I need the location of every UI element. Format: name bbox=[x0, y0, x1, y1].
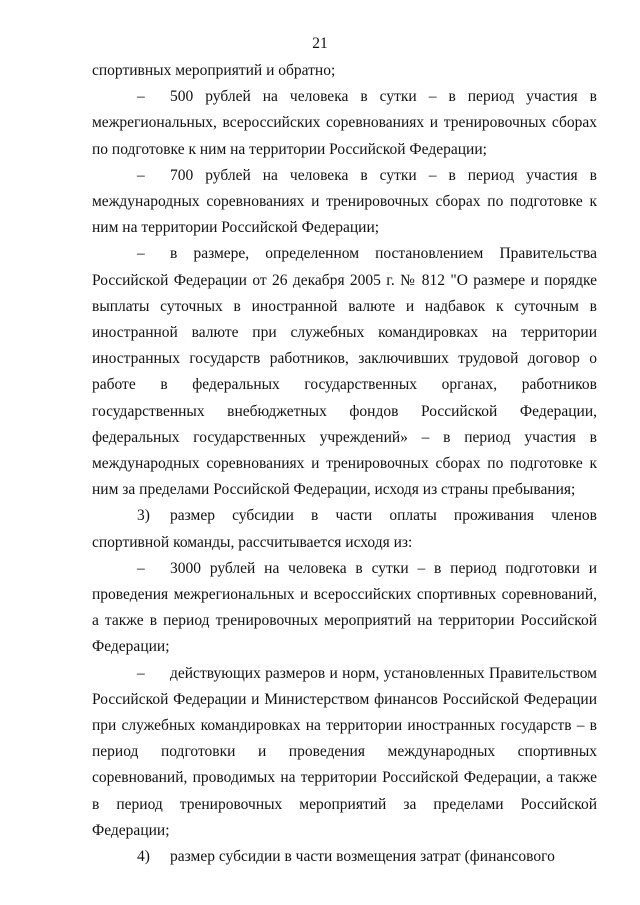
list-item-text: действующих размеров и норм, установленных Правительством Российской Федерации и Министерством финансов Российской Федерации при служебных командировках на территории иностранных государств – в период подготовки и проведения международных спортивных соревнований, проводимых на территории Российской Федерации, а также в период тренировочных мероприятий за пределами Российской Федерации; bbox=[92, 664, 597, 839]
paragraph-text: спортивных мероприятий и обратно; bbox=[92, 62, 336, 79]
numbered-item bbox=[92, 503, 597, 555]
list-item-text: 3000 рублей на человека в сутки – в период подготовки и проведения межрегиональных и всероссийских спортивных соревнований, а также в период тренировочных мероприятий на территории Российской Федерации; bbox=[92, 559, 597, 656]
page-number: 21 bbox=[312, 35, 328, 52]
dash-marker: – bbox=[137, 664, 145, 682]
dash-marker: – bbox=[137, 166, 145, 184]
number-marker: 4) bbox=[137, 848, 150, 866]
list-item bbox=[92, 84, 597, 163]
list-item bbox=[92, 556, 597, 661]
number-marker: 3) bbox=[137, 507, 150, 525]
list-item-text: 500 рублей на человека в сутки – в период участия в межрегиональных, всероссийских соревнованиях и тренировочных сборах по подготовке к ним на территории Российской Федерации; bbox=[92, 88, 597, 158]
numbered-item-text: размер субсидии в части возмещения затрат (финансового bbox=[170, 848, 555, 866]
paragraph-continuation bbox=[92, 58, 597, 84]
numbered-item bbox=[92, 844, 597, 870]
list-item bbox=[92, 163, 597, 242]
dash-marker: – bbox=[137, 245, 145, 263]
numbered-item-text: размер субсидии в части оплаты проживания членов спортивной команды, рассчитывается исходя из: bbox=[92, 507, 597, 551]
document-body bbox=[92, 58, 597, 870]
dash-marker: – bbox=[137, 559, 145, 577]
list-item bbox=[92, 241, 597, 503]
dash-marker: – bbox=[137, 88, 145, 106]
list-item bbox=[92, 661, 597, 844]
list-item-text: 700 рублей на человека в сутки – в период участия в международных соревнованиях и тренировочных сборах по подготовке к ним на территории Российской Федерации; bbox=[92, 166, 597, 237]
list-item-text: в размере, определенном постановлением Правительства Российской Федерации от 26 декабря 2005 г. № 812 "О размере и порядке выплаты суточных в иностранной валюте и надбавок к суточным в иностранной валюте при служебных командировках на территории иностранных государств работников, заключивших трудовой договор о работе в федеральных государственных органах, работников государственных внебюджетных фондов Российской Федерации, федеральных государственных учреждений» – в период участия в международных соревнованиях и тренировочных сборах по подготовке к ним за пределами Российской Федерации, исходя из страны пребывания; bbox=[92, 245, 597, 499]
